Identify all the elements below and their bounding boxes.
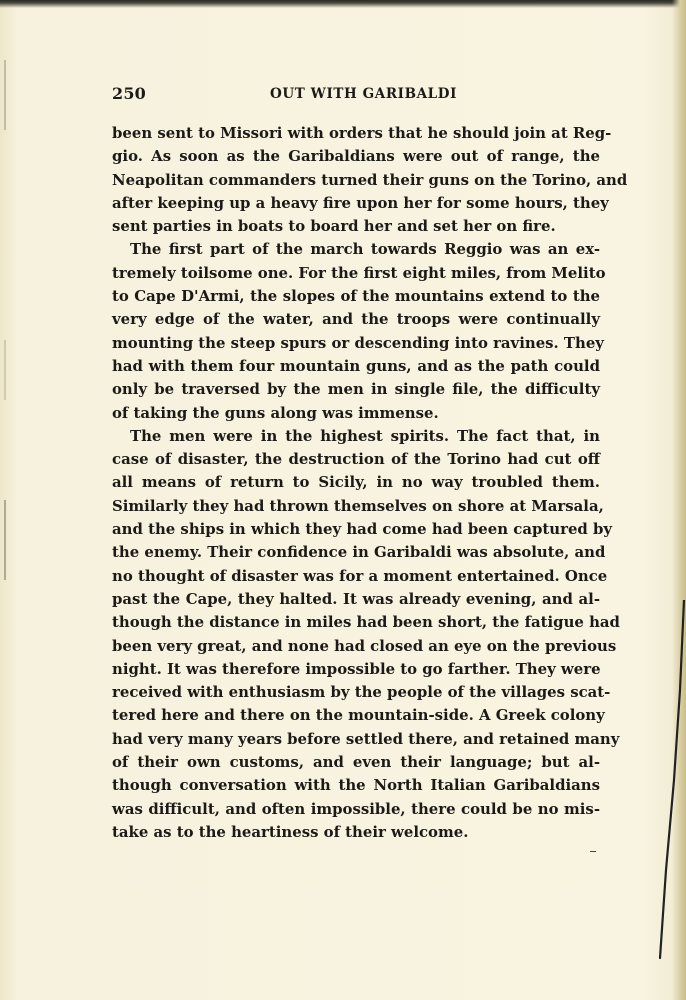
text-line: the enemy. Their confidence in Garibaldi was absolute, and [112,543,606,562]
text-line: take as to the heartiness of their welcome. [112,822,469,841]
running-head: OUT WITH GARIBALDI [270,86,457,102]
text-line: mounting the steep spurs or descending into ravines. They [112,333,604,352]
text-line: all means of return to Sicily, in no way troubled them. [112,473,600,492]
text-line: received with enthusiasm by the people of the villages scat- [112,683,611,702]
text-line: of taking the guns along was immense. [112,403,439,422]
text-line: The men were in the highest spirits. The fact that, in [130,426,600,445]
margin-mark [4,60,6,130]
text-line: night. It was therefore impossible to go farther. They were [112,659,601,678]
text-line: though conversation with the North Italian Garibaldians [112,776,600,795]
text-line: had very many years before settled there, and retained many [112,729,620,748]
text-line: been very great, and none had closed an eye on the previous [112,636,617,655]
text-line: had with them four mountain guns, and as the path could [112,356,600,375]
text-line: of their own customs, and even their language; but al- [112,753,600,772]
stray-mark [590,851,596,852]
margin-mark [4,340,6,400]
page-top-shadow [0,0,686,8]
text-line: past the Cape, they halted. It was already evening, and al- [112,589,600,608]
text-line: no thought of disaster was for a moment entertained. Once [112,566,608,585]
text-line: case of disaster, the destruction of the Torino had cut off [112,450,600,469]
text-line: been sent to Missori with orders that he should join at Reg- [112,124,612,142]
text-line: and the ships in which they had come had been captured by [112,520,613,539]
body-text [112,122,628,844]
text-line: sent parties in boats to board her and set her on fire. [112,217,556,236]
text-line: Neapolitan commanders turned their guns on the Torino, and [112,170,628,189]
text-line: though the distance in miles had been short, the fatigue had [112,613,620,632]
text-line: was difficult, and often impossible, there could be no mis- [112,799,600,818]
text-line: Similarly they had thrown themselves on shore at Marsala, [112,496,604,515]
text-line: very edge of the water, and the troops were continually [112,310,600,329]
text-line: only be traversed by the men in single file, the difficulty [112,380,600,399]
text-line: to Cape D'Armi, the slopes of the mountains extend to the [112,287,600,306]
page-right-edge [672,0,686,1000]
page-header [112,84,600,108]
text-line: after keeping up a heavy fire upon her for some hours, they [112,193,609,212]
margin-mark [4,500,6,580]
text-line: The first part of the march towards Reggio was an ex- [130,240,600,259]
page-number: 250 [112,84,146,103]
text-line: tered here and there on the mountain-side. A Greek colony [112,706,605,725]
text-line: gio. As soon as the Garibaldians were out of range, the [112,147,600,166]
text-line: tremely toilsome one. For the first eight miles, from Melito [112,263,606,282]
